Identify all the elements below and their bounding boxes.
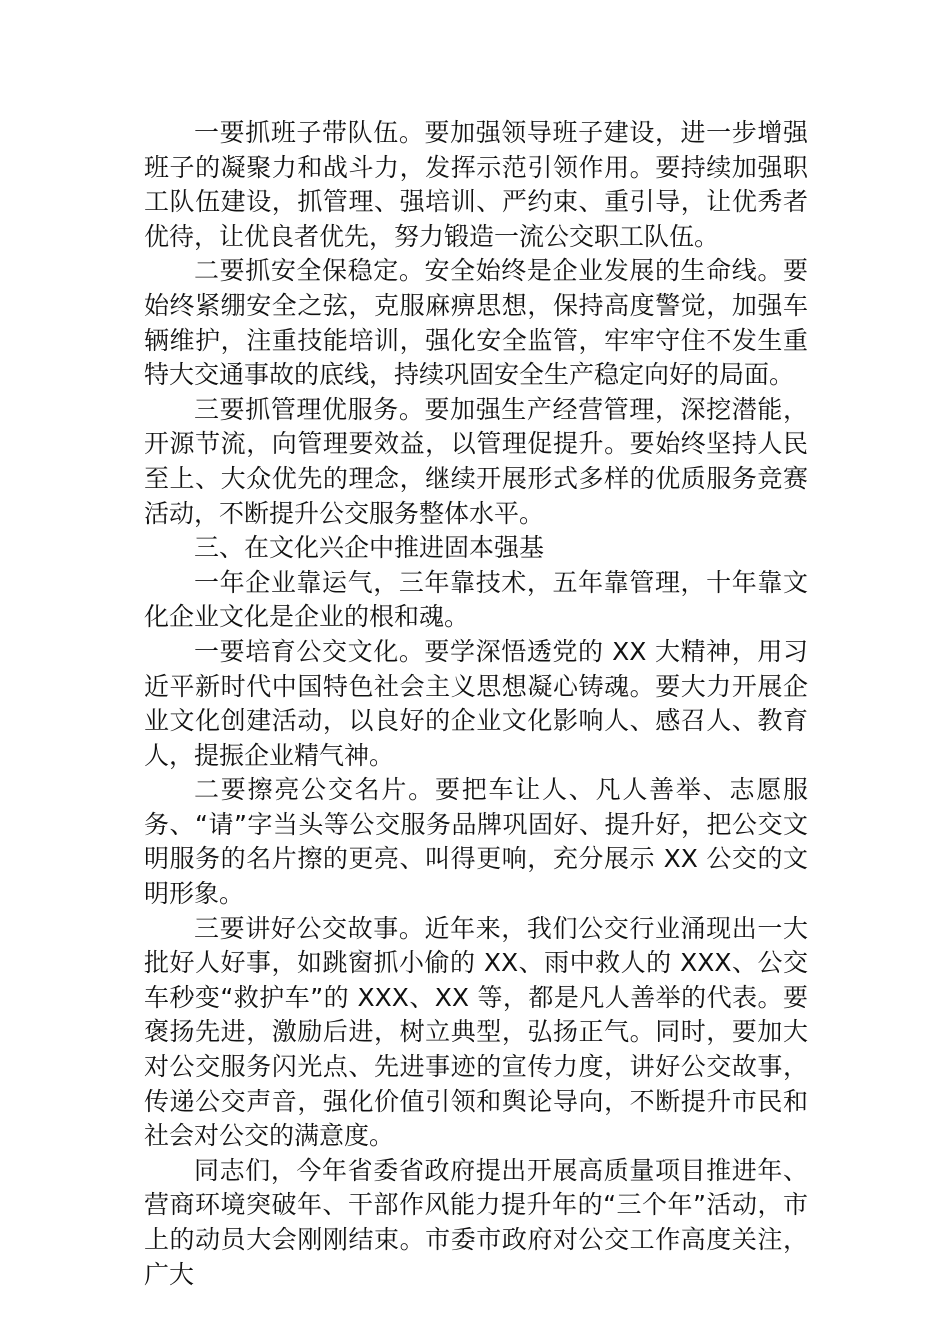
paragraph: 三要抓管理优服务。要加强生产经营管理，深挖潜能，开源节流，向管理要效益，以管理促提升。要始终坚持人民至上、大众优先的理念，继续开展形式多样的优质服务竞赛活动，不断提升公交服务整体水平。 (144, 394, 808, 528)
paragraph: 三要讲好公交故事。近年来，我们公交行业涌现出一大批好人好事，如跳窗抓小偷的 XX、雨中救人的 XXX、公交车秒变“救护车”的 XXX、XX 等，都是凡人善举的代表。要褒扬先进，激励后进，树立典型，弘扬正气。同时，要加大对公交服务闪光点、先进事迹的宣传力度，讲好公交故事，传递公交声音，强化价值引领和舆论导向，不断提升市民和社会对公交的满意度。 (144, 913, 808, 1151)
paragraph: 一年企业靠运气，三年靠技术，五年靠管理，十年靠文化企业文化是企业的根和魂。 (144, 567, 808, 632)
document-body (144, 116, 808, 1292)
paragraph: 一要抓班子带队伍。要加强领导班子建设，进一步增强班子的凝聚力和战斗力，发挥示范引领作用。要持续加强职工队伍建设，抓管理、强培训、严约束、重引导，让优秀者优待，让优良者优先，努力锻造一流公交职工队伍。 (144, 118, 808, 251)
paragraph: 一要培育公交文化。要学深悟透党的 XX 大精神，用习近平新时代中国特色社会主义思想凝心铸魂。要大力开展企业文化创建活动，以良好的企业文化影响人、感召人、教育人，提振企业精气神。 (144, 636, 808, 770)
paragraph: 二要抓安全保稳定。安全始终是企业发展的生命线。要始终紧绷安全之弦，克服麻痹思想，保持高度警觉，加强车辆维护，注重技能培训，强化安全监管，牢牢守住不发生重特大交通事故的底线，持续巩固安全生产稳定向好的局面。 (144, 256, 808, 390)
paragraph: 二要擦亮公交名片。要把车让人、凡人善举、志愿服务、“请”字当头等公交服务品牌巩固好、提升好，把公交文明服务的名片擦的更亮、叫得更响，充分展示 XX 公交的文明形象。 (144, 775, 808, 909)
paragraph: 同志们，今年省委省政府提出开展高质量项目推进年、营商环境突破年、干部作风能力提升年的“三个年”活动，市上的动员大会刚刚结束。市委市政府对公交工作高度关注，广大 (144, 1155, 808, 1289)
section-heading: 三、在文化兴企中推进固本强基 (194, 533, 545, 563)
